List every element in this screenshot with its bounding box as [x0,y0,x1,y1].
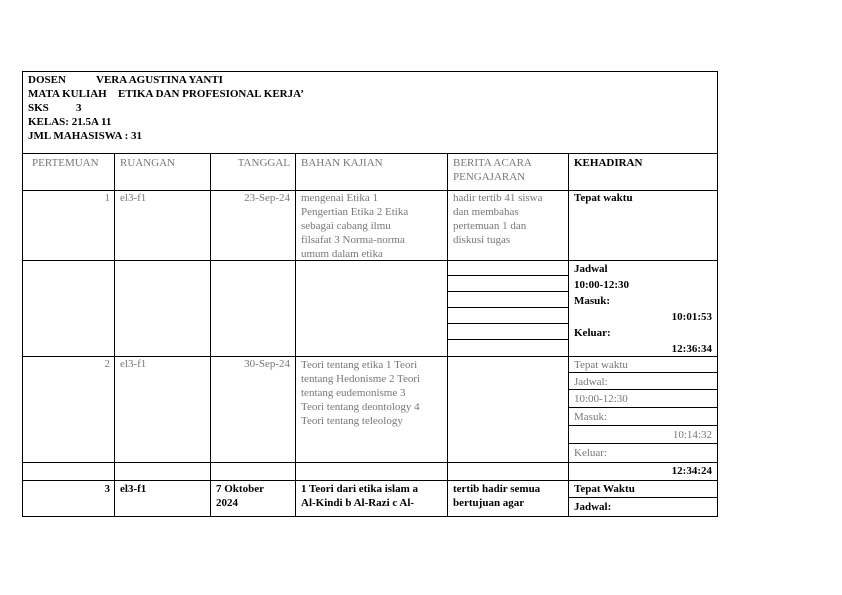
col-header-pertemuan: PERTEMUAN [32,157,99,169]
row2-kehadiran-divider [568,372,718,373]
row3-kehadiran-divider [568,497,718,498]
row1-ruangan: el3-f1 [120,192,147,204]
table-border-bottom [22,516,718,517]
row1-berita-acara [453,191,543,247]
row2-kehadiran-divider [568,443,718,444]
row3-bahan-line: Al-Kindi b Al-Razi c Al- [301,497,415,509]
row1-berita-subcell [447,291,569,308]
row1-berita-line: hadir tertib 41 siswa [453,192,543,204]
row1-jadwal-value: 10:00-12:30 [574,279,629,291]
dosen-value: VERA AGUSTINA YANTI [96,74,223,86]
col-header-bahan-kajian: BAHAN KAJIAN [301,157,383,169]
row3-tanggal-line: 2024 [216,497,238,509]
kelas-row: KELAS: 21.5A 11 [28,116,112,128]
row2-kehadiran-divider [568,407,718,408]
row2-kehadiran-divider [568,389,718,390]
col-header-tanggal: TANGGAL [237,157,290,169]
course-info-header [22,71,718,154]
row2-ruangan: el3-f1 [120,358,147,370]
row2-bahan-line: Teori tentang teleology [301,415,403,427]
jml-mahasiswa-row: JML MAHASISWA : 31 [28,130,142,142]
row1-bahan-line: sebagai cabang ilmu [301,220,391,232]
col-header-ruangan: RUANGAN [120,157,175,169]
row-divider [22,480,718,481]
sks-row [28,101,712,115]
row-divider [22,462,718,463]
row1-bahan-kajian [301,191,408,261]
row3-berita-acara [453,482,540,510]
col-header-berita-acara: BERITA ACARA PENGAJARAN [453,157,532,183]
row1-berita-subcell [447,275,569,292]
row3-berita-line: tertib hadir semua [453,483,541,495]
row2-status: Tepat waktu [574,359,628,371]
row2-masuk-value: 10:14:32 [672,429,712,441]
row2-keluar-label: Keluar: [574,447,607,459]
row1-berita-subcell [447,339,569,357]
matkul-label: MATA KULIAH [28,88,107,100]
row3-bahan-line: 1 Teori dari etika islam a [301,483,419,495]
row2-bahan-line: tentang eudemonisme 3 [301,387,406,399]
row1-pertemuan: 1 [104,192,110,204]
row1-tanggal: 23-Sep-24 [244,192,290,204]
row1-masuk-label: Masuk: [574,295,611,307]
row3-ruangan: el3-f1 [120,483,147,495]
row1-jadwal-label: Jadwal [574,263,608,275]
row3-tanggal-line: 7 Oktober [216,483,264,495]
row1-keluar-value: 12:36:34 [671,343,712,355]
row3-bahan-kajian [301,482,418,510]
matkul-row [28,87,712,101]
dosen-label: DOSEN [28,74,66,86]
row1-berita-subcell [447,260,569,276]
row2-pertemuan: 2 [104,358,110,370]
row2-bahan-line: Teori tentang deontology 4 [301,401,420,413]
row3-jadwal-label: Jadwal: [574,501,612,513]
row1-masuk-value: 10:01:53 [671,311,712,323]
row1-bahan-line: umum dalam etika [301,248,383,260]
matkul-value: ETIKA DAN PROFESIONAL KERJA’ [118,88,304,100]
row3-tanggal [216,482,264,510]
row2-jadwal-label: Jadwal: [574,376,608,388]
row1-status: Tepat waktu [574,192,633,204]
row1-bahan-line: mengenai Etika 1 [301,192,378,204]
row2-bahan-line: tentang Hedonisme 2 Teori [301,373,421,385]
row2-tanggal: 30-Sep-24 [244,358,290,370]
row3-berita-line: bertujuan agar [453,497,525,509]
row1-berita-line: dan membahas [453,206,519,218]
row1-keluar-label: Keluar: [574,327,611,339]
sks-value: 3 [76,102,82,114]
row2-keluar-value: 12:34:24 [671,465,712,477]
row2-bahan-line: Teori tentang etika 1 Teori [301,359,418,371]
row2-masuk-label: Masuk: [574,411,607,423]
sks-label: SKS [28,102,49,114]
row3-status: Tepat Waktu [574,483,635,495]
row1-berita-subcell [447,323,569,340]
row2-bahan-kajian [301,358,420,428]
row3-pertemuan: 3 [104,483,110,495]
row2-jadwal-value: 10:00-12:30 [574,393,628,405]
row1-berita-line: diskusi tugas [453,234,511,246]
row1-bahan-line: filsafat 3 Norma-norma [301,234,405,246]
row2-kehadiran-divider [568,425,718,426]
row1-berita-subcell [447,307,569,324]
dosen-row [28,73,712,87]
row1-berita-line: pertemuan 1 dan [453,220,527,232]
row1-bahan-line: Pengertian Etika 2 Etika [301,206,409,218]
col-header-kehadiran: KEHADIRAN [574,157,643,169]
